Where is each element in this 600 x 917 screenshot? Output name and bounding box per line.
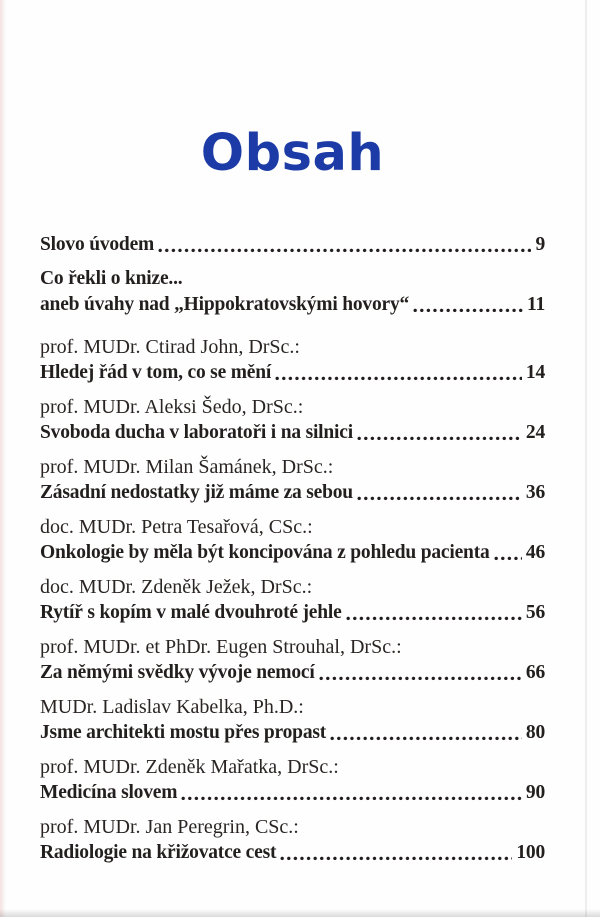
toc-author: prof. MUDr. Ctirad John, DrSc.: bbox=[40, 336, 300, 358]
toc-author: prof. MUDr. Zdeněk Mařatka, DrSc.: bbox=[40, 756, 339, 778]
toc-author: prof. MUDr. et PhDr. Eugen Strouhal, DrSc.: bbox=[40, 636, 402, 658]
dot-leader bbox=[275, 376, 522, 381]
dot-leader bbox=[413, 308, 523, 313]
toc-page-number: 56 bbox=[525, 602, 545, 623]
toc-page-number: 24 bbox=[525, 422, 545, 443]
toc-title-row bbox=[40, 480, 545, 506]
toc-title: Medicína slovem bbox=[40, 782, 178, 803]
toc-title: Jsme architekti mostu přes propast bbox=[40, 722, 327, 743]
toc-title-row bbox=[40, 232, 545, 258]
toc-author: prof. MUDr. Milan Šamánek, DrSc.: bbox=[40, 456, 334, 478]
dot-leader bbox=[158, 248, 531, 253]
toc-title-row bbox=[40, 780, 545, 806]
toc-title-row bbox=[40, 292, 545, 318]
dot-leader bbox=[330, 736, 522, 741]
toc-page-number: 100 bbox=[516, 842, 545, 863]
page-left-edge-shadow bbox=[0, 0, 6, 917]
dot-leader bbox=[346, 616, 522, 621]
toc-entry bbox=[40, 814, 545, 866]
dot-leader bbox=[494, 556, 522, 561]
page-title: Obsah bbox=[200, 124, 385, 183]
toc-author: prof. MUDr. Jan Peregrin, CSc.: bbox=[40, 816, 299, 838]
dot-leader bbox=[181, 796, 522, 801]
dot-leader bbox=[357, 496, 522, 501]
toc-title: Slovo úvodem bbox=[40, 234, 155, 255]
toc-page-number: 46 bbox=[525, 542, 545, 563]
toc-page-number: 90 bbox=[525, 782, 545, 803]
toc-title: Svoboda ducha v laboratoři i na silnici bbox=[40, 422, 353, 443]
toc-entry bbox=[40, 634, 545, 686]
toc-title: Hledej řád v tom, co se mění bbox=[40, 362, 272, 383]
toc-page-number: 9 bbox=[535, 234, 545, 255]
toc-author: doc. MUDr. Petra Tesařová, CSc.: bbox=[40, 516, 313, 538]
toc-author: prof. MUDr. Aleksi Šedo, DrSc.: bbox=[40, 396, 304, 418]
toc-entry bbox=[40, 754, 545, 806]
toc-entry bbox=[40, 514, 545, 566]
toc-page-number: 11 bbox=[526, 294, 545, 315]
toc-title: Zásadní nedostatky již máme za sebou bbox=[40, 482, 353, 503]
page-right-edge-shadow bbox=[585, 0, 587, 917]
toc-title: Rytíř s kopím v malé dvouhroté jehle bbox=[40, 602, 342, 623]
toc-title-row bbox=[40, 660, 545, 686]
toc-title: Za němými svědky vývoje nemocí bbox=[40, 662, 315, 683]
toc-title-row bbox=[40, 540, 545, 566]
toc-pretitle: Co řekli o knize... bbox=[40, 268, 183, 289]
dot-leader bbox=[357, 436, 522, 441]
dot-leader bbox=[280, 856, 512, 861]
toc-page-number: 80 bbox=[525, 722, 545, 743]
toc-page-number: 14 bbox=[525, 362, 545, 383]
toc-title: Radiologie na křižovatce cest bbox=[40, 842, 277, 863]
toc-entry bbox=[40, 266, 545, 318]
page-bottom-edge-shadow bbox=[0, 909, 600, 917]
table-of-contents bbox=[40, 232, 545, 866]
toc-title: aneb úvahy nad „Hippokratovskými hovory“ bbox=[40, 294, 410, 315]
toc-title-row bbox=[40, 360, 545, 386]
toc-title-row bbox=[40, 720, 545, 746]
toc-entry bbox=[40, 232, 545, 258]
toc-entry bbox=[40, 694, 545, 746]
toc-entry bbox=[40, 394, 545, 446]
toc-title-row bbox=[40, 600, 545, 626]
toc-author: MUDr. Ladislav Kabelka, Ph.D.: bbox=[40, 696, 304, 718]
toc-entry bbox=[40, 334, 545, 386]
toc-entry bbox=[40, 574, 545, 626]
toc-entry bbox=[40, 454, 545, 506]
toc-title: Onkologie by měla být koncipována z pohledu pacienta bbox=[40, 542, 490, 563]
dot-leader bbox=[319, 676, 522, 681]
toc-page-number: 36 bbox=[525, 482, 545, 503]
toc-title-row bbox=[40, 840, 545, 866]
toc-title-row bbox=[40, 420, 545, 446]
toc-author: doc. MUDr. Zdeněk Ježek, DrSc.: bbox=[40, 576, 313, 598]
toc-page-number: 66 bbox=[525, 662, 545, 683]
